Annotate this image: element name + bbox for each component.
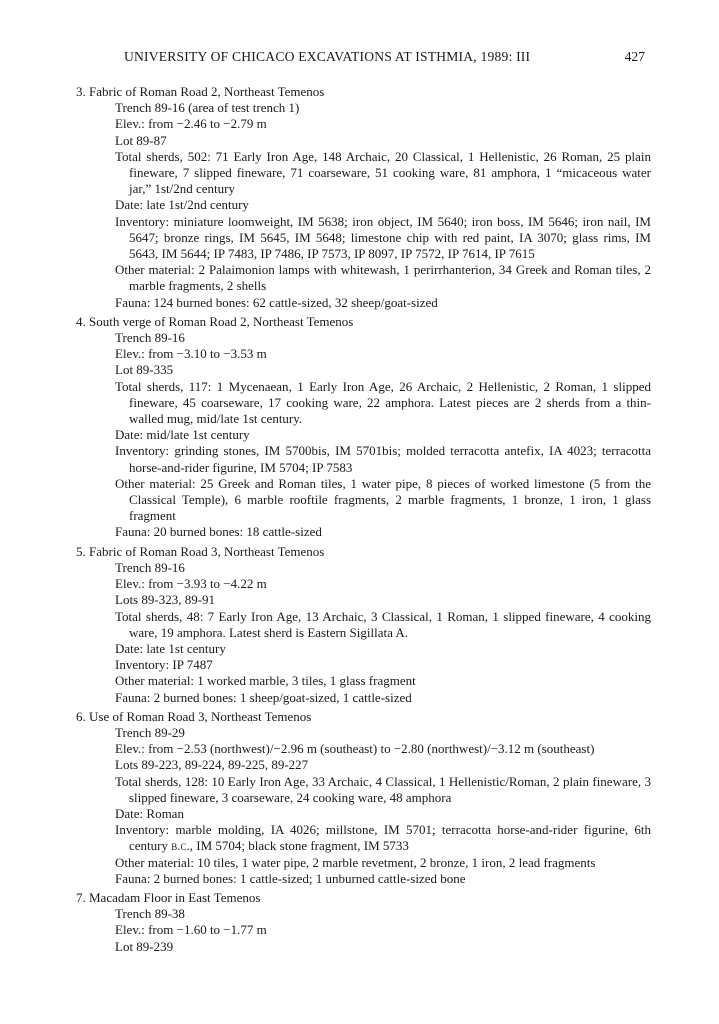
entry-field: Total sherds, 128: 10 Early Iron Age, 33 Archaic, 4 Classical, 1 Hellenistic/Roman, 2 plain fineware, 3 slipped fineware, 3 coarseware, 24 cooking ware, 48 amphora — [115, 773, 651, 805]
entry-field: Fauna: 2 burned bones: 1 cattle-sized; 1 unburned cattle-sized bone — [115, 870, 466, 886]
entry-field: Other material: 1 worked marble, 3 tiles, 1 glass fragment — [115, 673, 416, 689]
entry-field: Lot 89-87 — [115, 132, 167, 148]
entry-title: Use of Roman Road 3, Northeast Temenos — [89, 708, 312, 724]
entry-field: Trench 89-16 (area of test trench 1) — [115, 100, 300, 116]
entry-title: Fabric of Roman Road 2, Northeast Temenos — [89, 84, 325, 99]
entry-heading — [76, 84, 651, 100]
entry-field: Trench 89-16 — [115, 559, 185, 575]
page-number: 427 — [624, 49, 645, 64]
deposit-entry — [76, 314, 651, 541]
entry-heading — [76, 544, 651, 560]
entry-field: Lots 89-323, 89-91 — [115, 592, 216, 608]
deposit-entry — [76, 709, 651, 887]
entry-field: Lot 89-335 — [115, 362, 174, 378]
entry-field: Trench 89-29 — [115, 724, 185, 740]
deposit-list — [76, 84, 651, 958]
deposit-entry — [76, 890, 651, 955]
entry-field: Other material: 10 tiles, 1 water pipe, 2 marble revetment, 2 bronze, 1 iron, 2 lead fragments — [115, 854, 596, 870]
entry-field: Inventory: grinding stones, IM 5700bis, IM 5701bis; molded terracotta antefix, IA 4023; terracotta horse-and-rider figurine, IM 5704; IP 7583 — [115, 443, 651, 475]
entry-field: Total sherds, 502: 71 Early Iron Age, 148 Archaic, 20 Classical, 1 Hellenistic, 26 Roman, 25 plain fineware, 7 slipped fineware, 71 coarseware, 51 cooking ware, 81 amphora, 1 “micaceous water jar,” 1st/2nd century — [115, 148, 651, 197]
entry-field: Other material: 2 Palaimonion lamps with whitewash, 1 perirrhanterion, 34 Greek and Roman tiles, 2 marble fragments, 2 shells — [115, 262, 651, 294]
entry-field: Lot 89-239 — [115, 938, 174, 954]
running-title: UNIVERSITY OF CHICACO EXCAVATIONS AT ISTHMIA, 1989: III — [124, 49, 531, 64]
entry-field: Elev.: from −2.46 to −2.79 m — [115, 116, 267, 132]
entry-field: Total sherds, 117: 1 Mycenaean, 1 Early Iron Age, 26 Archaic, 2 Hellenistic, 2 Roman, 1 slipped fineware, 45 coarseware, 17 cooking ware, 22 amphora. Latest pieces are 2 sherds from a thin-walled mug, mid/late 1st century. — [115, 378, 651, 427]
entry-field: Fauna: 2 burned bones: 1 sheep/goat-sized, 1 cattle-sized — [115, 689, 412, 705]
entry-field: Trench 89-16 — [115, 330, 185, 346]
deposit-entry — [76, 544, 651, 706]
entry-field: Lots 89-223, 89-224, 89-225, 89-227 — [115, 757, 309, 773]
entry-title: Macadam Floor in East Temenos — [89, 889, 261, 905]
entry-field: Elev.: from −2.53 (northwest)/−2.96 m (southeast) to −2.80 (northwest)/−3.12 m (southeast) — [115, 741, 595, 757]
entry-field: Total sherds, 48: 7 Early Iron Age, 13 Archaic, 3 Classical, 1 Roman, 1 slipped fineware, 4 cooking ware, 19 amphora. Latest sherd is Eastern Sigillata A. — [115, 608, 651, 640]
entry-field: Date: Roman — [115, 805, 184, 821]
entry-heading — [76, 314, 651, 330]
entry-field: Inventory: IP 7487 — [115, 657, 213, 673]
entry-title: South verge of Roman Road 2, Northeast Temenos — [89, 313, 354, 329]
entry-number: 5. — [76, 543, 86, 559]
entry-field: Inventory: marble molding, IA 4026; millstone, IM 5701; terracotta horse-and-rider figurine, 6th century b.c., IM 5704; black stone fragment, IM 5733 — [115, 822, 651, 854]
entry-field: Date: late 1st century — [115, 640, 226, 656]
entry-field: Inventory: miniature loomweight, IM 5638; iron object, IM 5640; iron boss, IM 5646; iron nail, IM 5647; bronze rings, IM 5645, IM 5648; limestone chip with red paint, IA 3070; glass rims, IM 5643, IM 5644; IP 7483, IP 7486, IP 7573, IP 8097, IP 7572, IP 7614, IP 7615 — [115, 213, 651, 262]
entry-field: Trench 89-38 — [115, 906, 185, 922]
entry-field: Fauna: 20 burned bones: 18 cattle-sized — [115, 524, 322, 540]
deposit-entry — [76, 84, 651, 311]
entry-number: 3. — [76, 84, 86, 99]
entry-field: Fauna: 124 burned bones: 62 cattle-sized, 32 sheep/goat-sized — [115, 294, 438, 310]
entry-number: 6. — [76, 708, 86, 724]
entry-heading — [76, 890, 651, 906]
entry-field: Date: mid/late 1st century — [115, 427, 250, 443]
entry-field: Elev.: from −3.10 to −3.53 m — [115, 346, 267, 362]
entry-field: Elev.: from −3.93 to −4.22 m — [115, 576, 267, 592]
entry-title: Fabric of Roman Road 3, Northeast Temenos — [89, 543, 325, 559]
entry-field: Other material: 25 Greek and Roman tiles, 1 water pipe, 8 pieces of worked limestone (5 from the Classical Temple), 6 marble rooftile fragments, 2 marble fragments, 1 bronze, 1 iron, 1 glass fragment — [115, 475, 651, 524]
entry-number: 7. — [76, 889, 86, 905]
entry-field: Date: late 1st/2nd century — [115, 197, 249, 213]
entry-field: Elev.: from −1.60 to −1.77 m — [115, 922, 267, 938]
entry-heading — [76, 709, 651, 725]
entry-number: 4. — [76, 313, 86, 329]
